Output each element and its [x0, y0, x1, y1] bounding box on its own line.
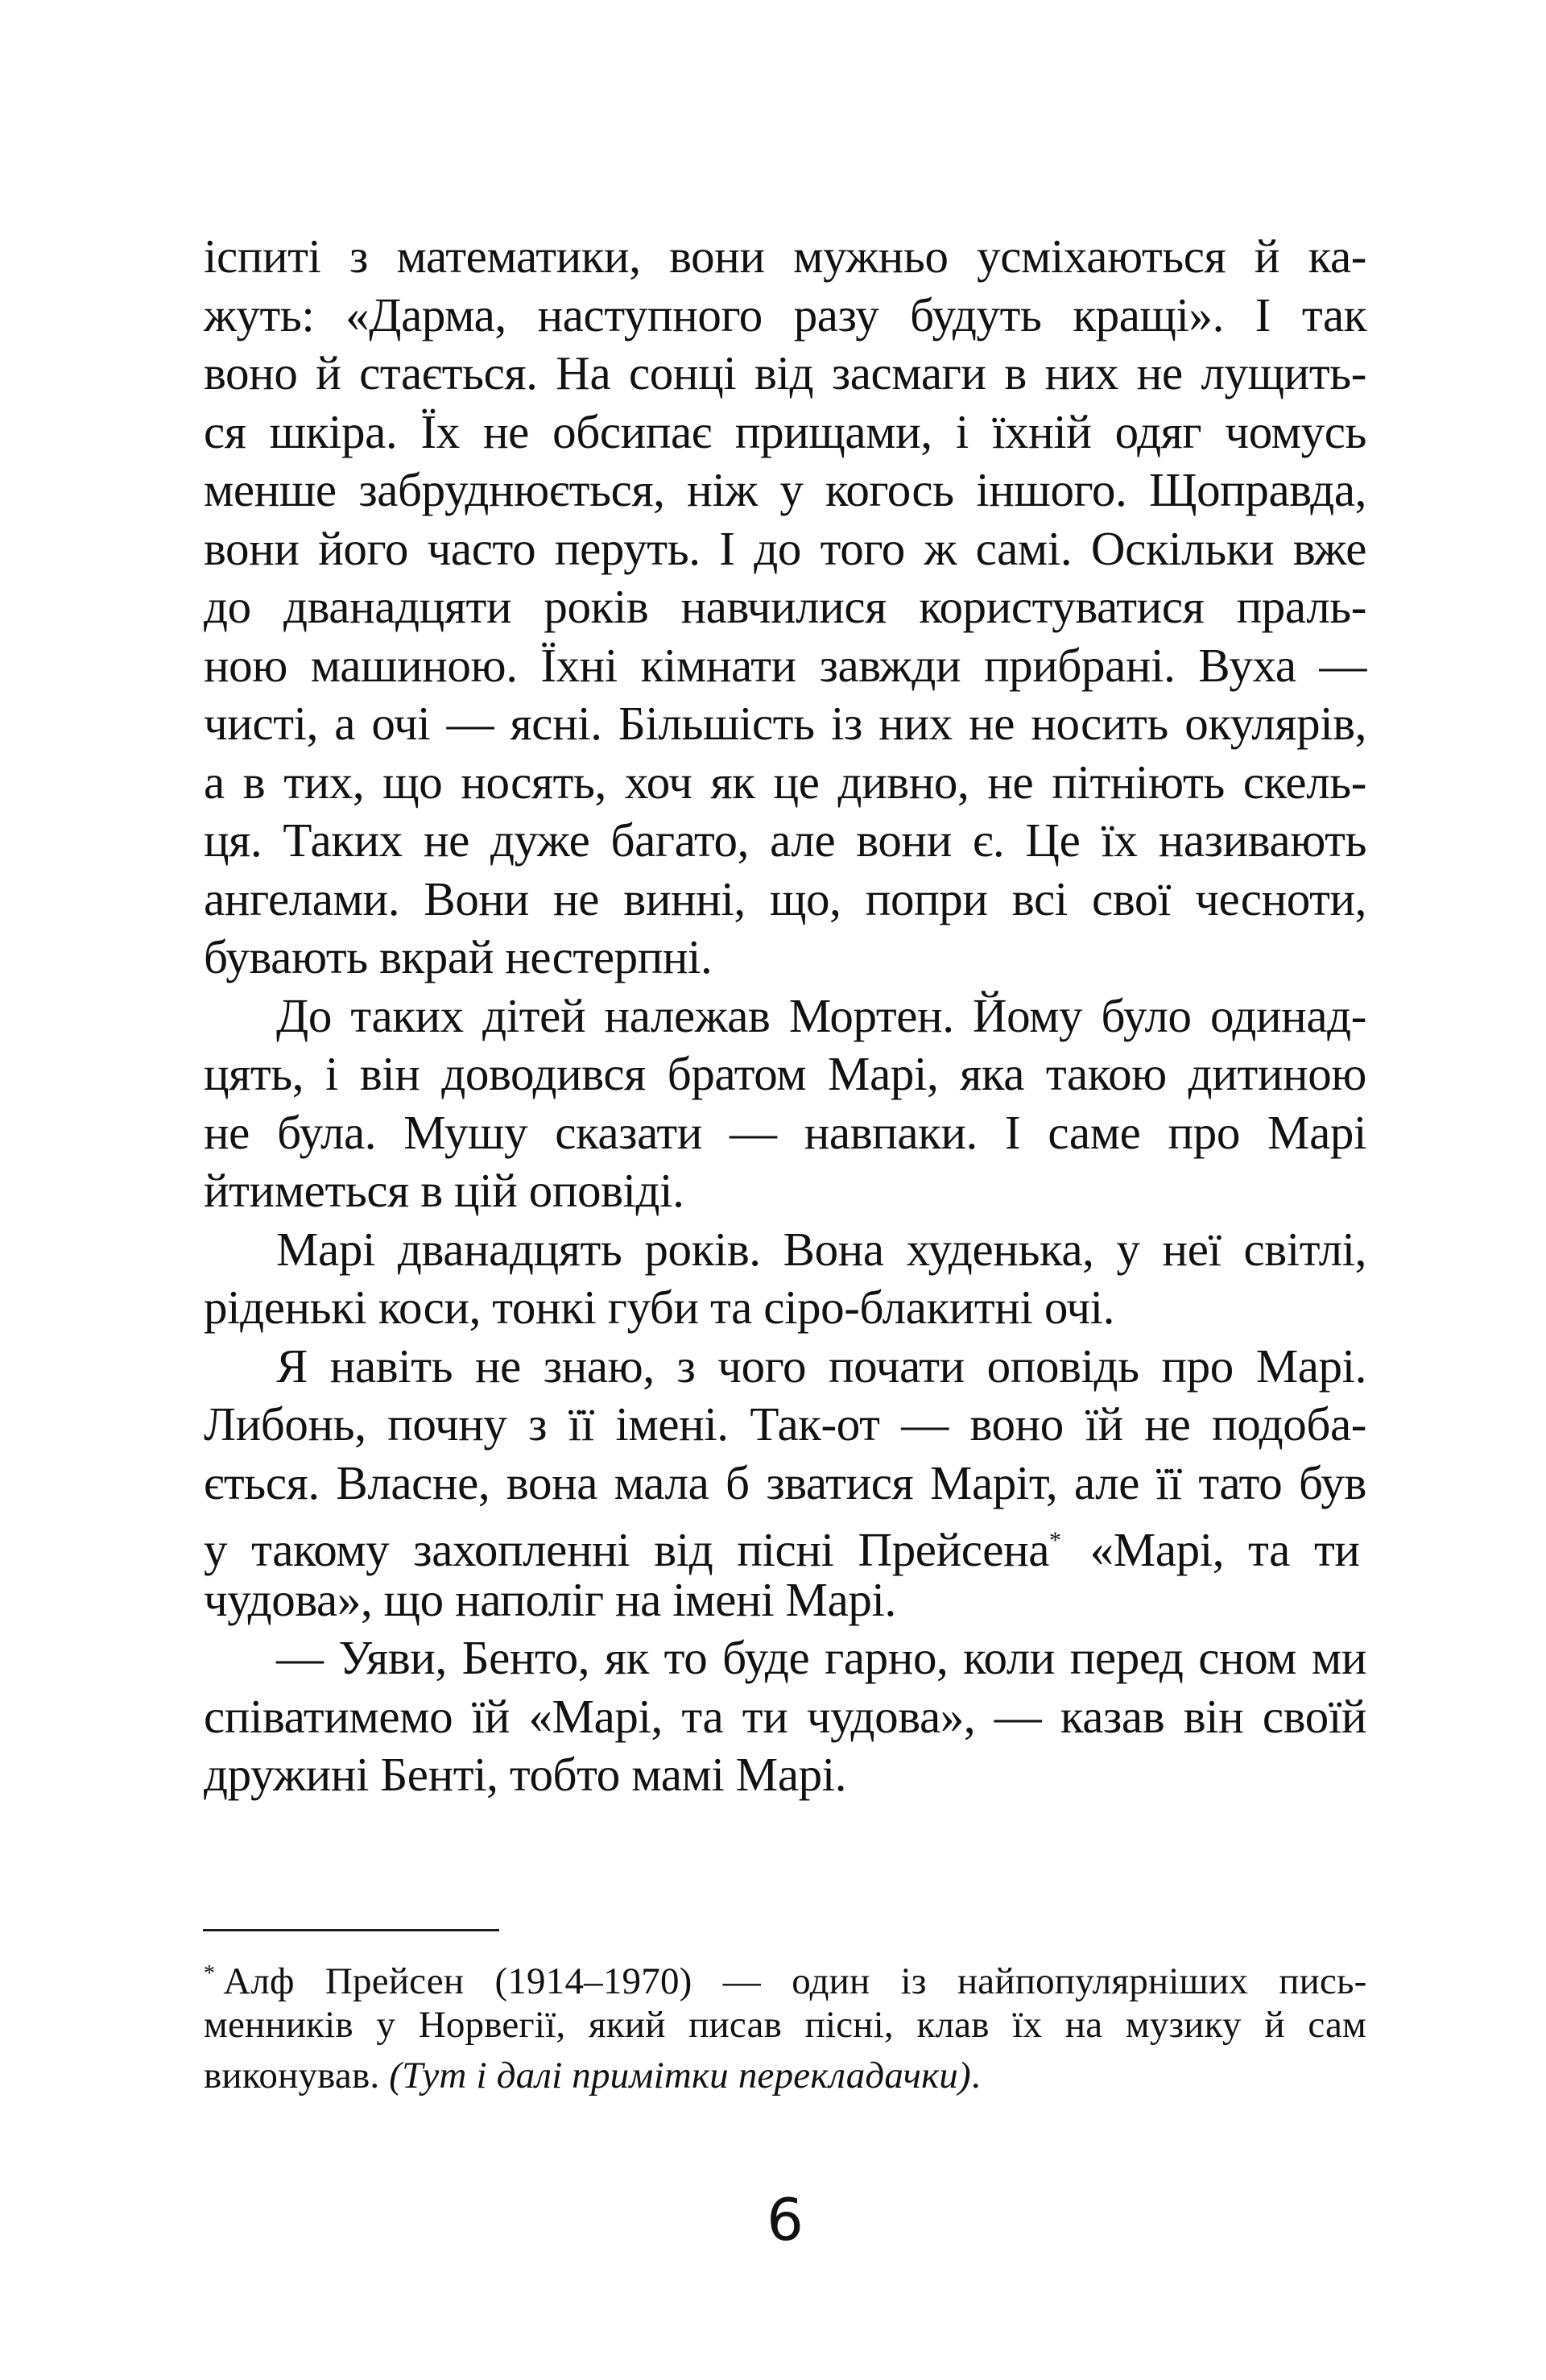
text-line: ця. Таких не дуже багато, але вони є. Це їх називають: [204, 813, 1366, 867]
text-line: жуть: «Дарма, наступного разу будуть кращі». І так: [204, 288, 1366, 341]
footnote-separator-rule: [203, 1929, 499, 1931]
footnote-line: менників у Норвегії, який писав пісні, клав їх на музику й сам: [204, 2003, 1366, 2046]
text-line: Либонь, почну з її імені. Так-от — воно їй не подоба-: [204, 1397, 1366, 1451]
translator-note: (Тут і далі примітки перекладачки): [389, 2055, 971, 2096]
footnote-line: [204, 2051, 1366, 2102]
text-line: дружині Бенті, тобто мамі Марі.: [204, 1748, 847, 1801]
text-line: іспиті з математики, вони мужньо усміхаються й ка-: [204, 230, 1366, 283]
text-line: До таких дітей належав Мортен. Йому було одинад-: [276, 988, 1366, 1042]
text-line: до дванадцяти років навчилися користуватися праль-: [204, 580, 1366, 633]
text-fragment: у такому захопленні від пісні Прейсена: [204, 1523, 1050, 1576]
text-line: ється. Власне, вона мала б зватися Маріт, але її тато був: [204, 1455, 1366, 1509]
text-line: ся шкіра. Їх не обсипає прищами, і їхній одяг чомусь: [204, 404, 1366, 458]
body-text: [204, 227, 1366, 1804]
text-line: не була. Мушу сказати — навпаки. І саме про Марі: [204, 1105, 1366, 1159]
text-line: цять, і він доводився братом Марі, яка такою дитиною: [204, 1047, 1366, 1100]
text-line: чудова», що наполіг на імені Марі.: [204, 1572, 896, 1626]
text-line: ною машиною. Їхні кімнати завжди прибрані. Вуха —: [204, 638, 1366, 692]
footnote-text: виконував.: [204, 2055, 380, 2096]
text-line: Марі дванадцять років. Вона худенька, у неї світлі,: [276, 1222, 1366, 1276]
footnote-punct: .: [970, 2055, 981, 2096]
text-line: — Уяви, Бенто, як то буде гарно, коли перед сном ми: [276, 1631, 1366, 1684]
footnote: [204, 1948, 1366, 2102]
text-line: чисті, а очі — ясні. Більшість із них не носить окулярів,: [204, 697, 1366, 750]
text-line: йтиметься в цій оповіді.: [204, 1164, 684, 1217]
text-line: менше забруднюється, ніж у когось іншого. Щоправда,: [204, 463, 1366, 516]
text-line: Я навіть не знаю, з чого почати оповідь про Марі.: [276, 1339, 1366, 1393]
footnote-marker: *: [204, 1961, 216, 1986]
page-number: 6: [767, 2186, 804, 2254]
text-line: вони його часто перуть. І до того ж самі. Оскільки вже: [204, 521, 1366, 575]
text-line: а в тих, що носять, хоч як це дивно, не пітніють скель-: [204, 755, 1366, 809]
text-line: співатимемо їй «Марі, та ти чудова», — казав він своїй: [204, 1689, 1366, 1743]
text-line: бувають вкрай нестерпні.: [204, 930, 713, 983]
footnote-text: Алф Прейсен (1914–1970) — один із найпопулярніших пись-: [223, 1960, 1367, 2002]
text-line: ангелами. Вони не винні, що, попри всі свої чесноти,: [204, 871, 1366, 925]
text-line: воно й стається. На сонці від засмаги в них не лущить-: [204, 346, 1366, 399]
footnote-reference-marker[interactable]: *: [1049, 1527, 1061, 1554]
text-line-with-footnote-ref: [204, 1512, 1366, 1576]
footnote-line: [204, 1948, 1366, 2000]
text-fragment: «Марі, та ти: [1089, 1523, 1360, 1576]
text-line: ріденькі коси, тонкі губи та сіро-блакитні очі.: [204, 1281, 1115, 1334]
